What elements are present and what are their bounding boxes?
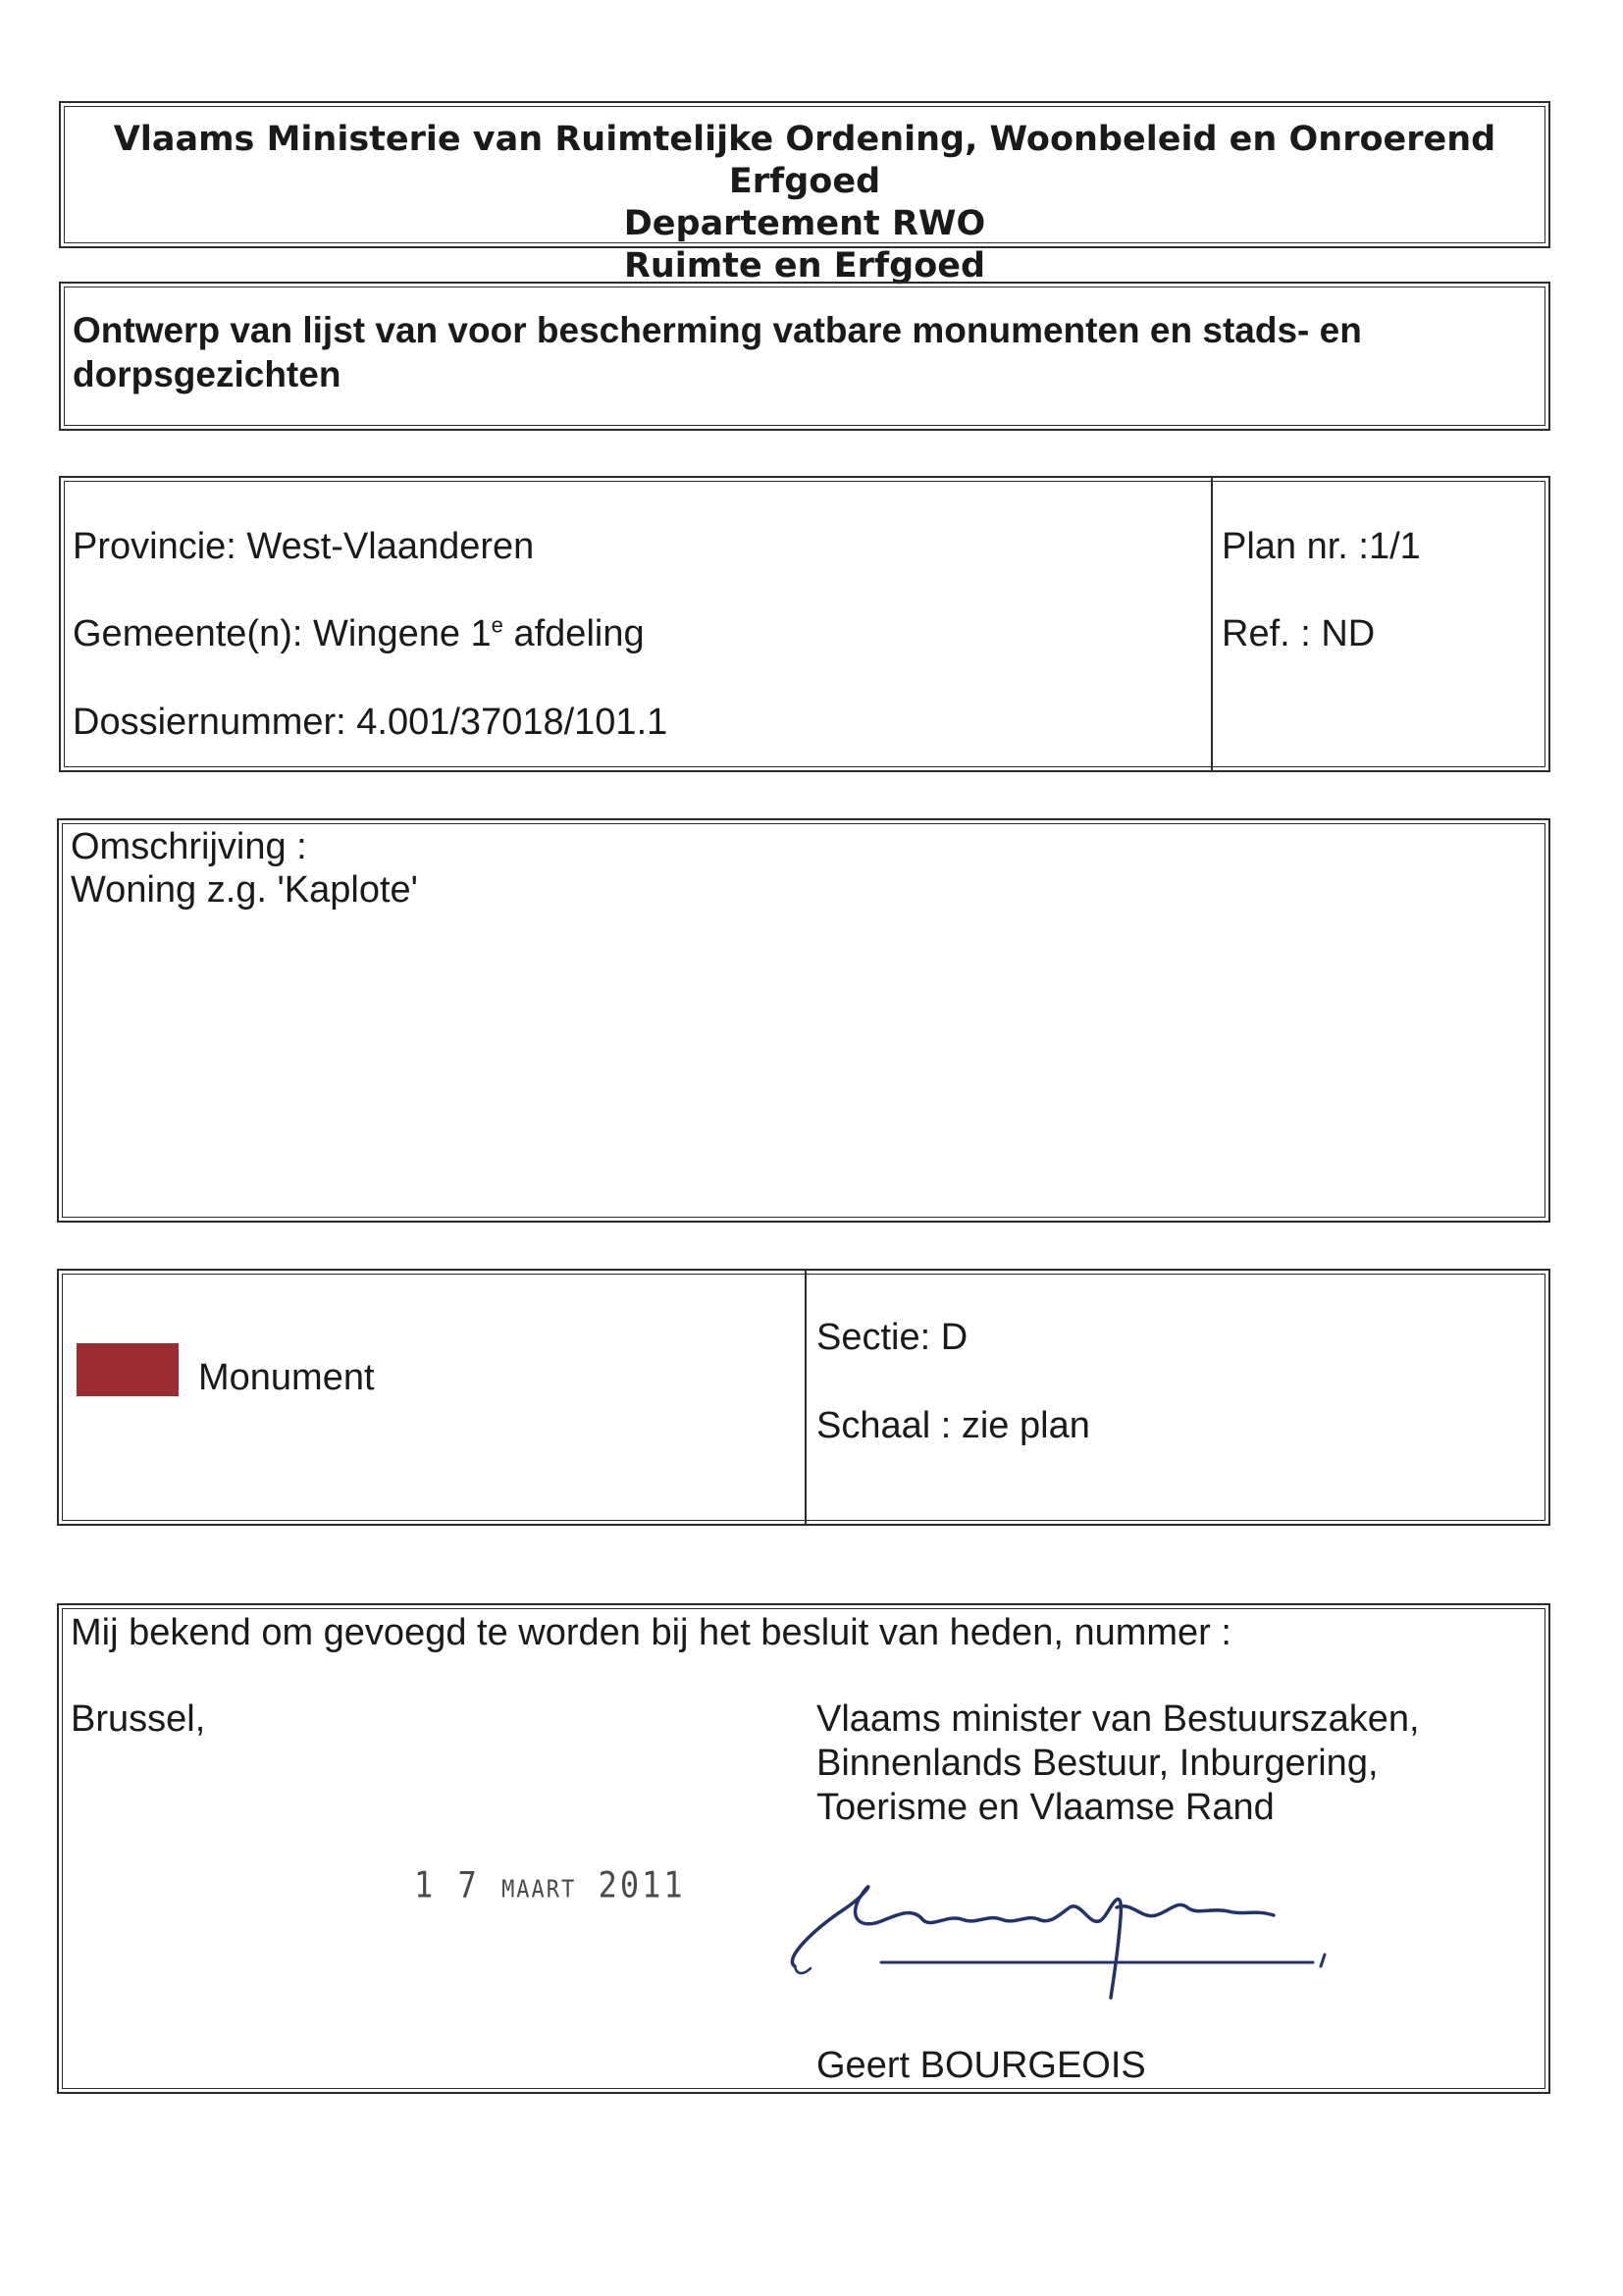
signature-box [57,1603,1550,2094]
plan-number-field: Plan nr. :1/1 [1222,526,1421,567]
info-box [59,476,1550,772]
minister-name: Geert BOURGEOIS [816,2045,1146,2086]
info-divider [1211,478,1213,770]
division-name: Ruimte en Erfgoed [623,246,986,286]
place-label: Brussel, [71,1698,206,1740]
ref-field: Ref. : ND [1222,613,1376,654]
description-label: Omschrijving : [71,826,307,867]
dossiernummer-field: Dossiernummer: 4.001/37018/101.1 [73,702,668,743]
date-stamp: 1 7 MAART 2011 [414,1863,686,1906]
handwritten-signature [775,1860,1354,2008]
gemeente-field: Gemeente(n): Wingene 1e afdeling [73,612,645,654]
legend-box [57,1269,1550,1526]
department-name: Departement RWO [623,204,986,243]
ministry-name: Vlaams Ministerie van Ruimtelijke Ordening, Woonbeleid en Onroerend Erfgoed [113,120,1496,201]
document-title-box [59,282,1550,431]
schaal-field: Schaal : zie plan [816,1405,1090,1446]
minister-title: Vlaams minister van Bestuurszaken, Binnenlands Bestuur, Inburgering, Toerisme en Vlaamse Rand [816,1698,1420,1828]
provincie-field: Provincie: West-Vlaanderen [73,526,535,567]
ministry-header [59,101,1550,286]
sectie-field: Sectie: D [816,1317,969,1358]
legend-divider [805,1271,807,1524]
description-box [57,818,1550,1223]
monument-color-swatch [77,1343,179,1396]
monument-label: Monument [198,1357,375,1398]
description-value: Woning z.g. 'Kaplote' [71,869,418,911]
approval-statement: Mij bekend om gevoegd te worden bij het besluit van heden, nummer : [71,1612,1231,1653]
document-title: Ontwerp van lijst van voor bescherming vatbare monumenten en stads- en dorpsgezichten [73,310,1362,394]
